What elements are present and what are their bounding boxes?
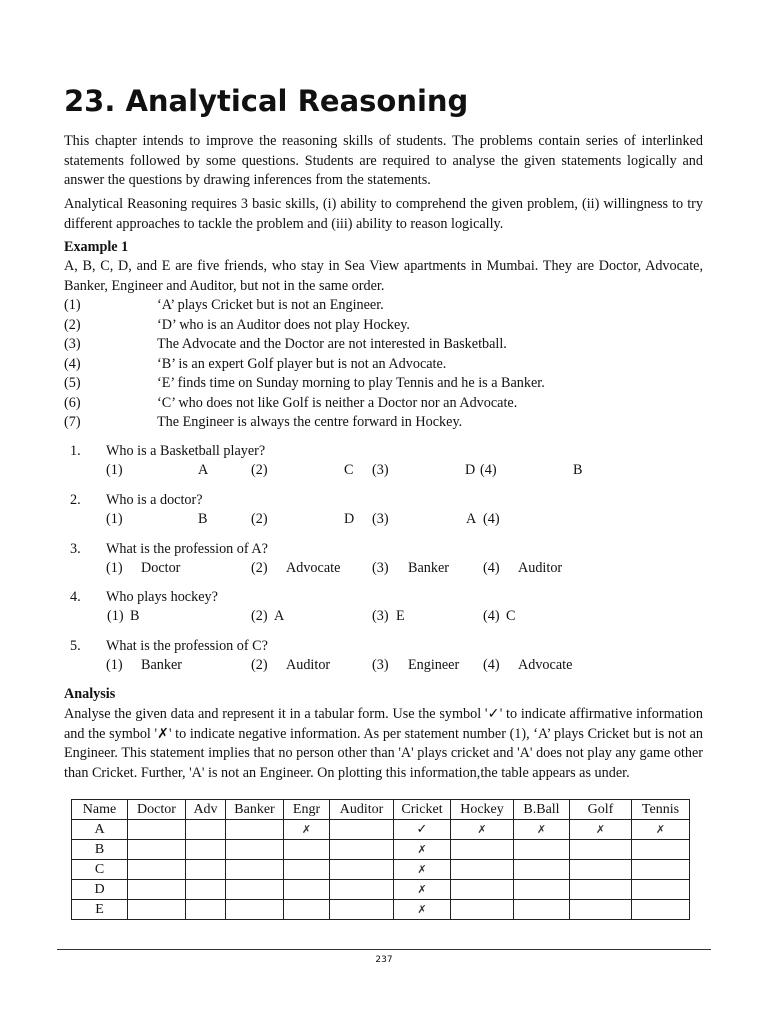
option-number: (2) <box>251 511 268 527</box>
option-value: D <box>344 511 355 527</box>
table-header-cell: Cricket <box>394 800 451 820</box>
table-cell <box>451 880 514 900</box>
table-cell <box>226 880 284 900</box>
option-value: Banker <box>141 657 182 673</box>
table-cell <box>128 820 186 840</box>
table-row-name: B <box>72 840 128 860</box>
table-body <box>72 820 690 920</box>
option-value: Advocate <box>518 657 573 673</box>
question-text: Who is a doctor? <box>106 492 203 508</box>
option-number: (4) <box>483 657 500 673</box>
table-cell <box>284 880 330 900</box>
table-cell <box>186 880 226 900</box>
table-cell <box>284 860 330 880</box>
statement-number: (5) <box>64 375 81 391</box>
statement-text: The Advocate and the Doctor are not interested in Basketball. <box>157 336 507 352</box>
table-cell <box>330 880 394 900</box>
intro-paragraph-1: This chapter intends to improve the reasoning skills of students. The problems contain series of interlinked statements followed by some questions. Students are required to analyse the given statements logically and answer the questions by drawing inferences from the statements. <box>64 133 703 188</box>
table-row-name: D <box>72 880 128 900</box>
table-cell <box>632 900 690 920</box>
statement-text: ‘E’ finds time on Sunday morning to play Tennis and he is a Banker. <box>157 375 545 391</box>
table-cell <box>570 900 632 920</box>
table-row <box>72 860 690 880</box>
page-title: 23. Analytical Reasoning <box>64 84 469 118</box>
table-cell <box>632 860 690 880</box>
option-number: (2) <box>251 657 268 673</box>
question-number: 1. <box>70 443 81 459</box>
table-cell <box>128 880 186 900</box>
table-cell <box>186 820 226 840</box>
analysis-text: Analyse the given data and represent it in a tabular form. Use the symbol '✓' to indicate affirmative information and the symbol '✗' to indicate negative information. As per statement number (1), ‘A’ plays Cricket but is not an Engineer. This statement implies that no person other than 'A' plays cricket and 'A' does not play any game other than Cricket. Further, 'A' is not an Engineer. On plotting this information,the table appears as under. <box>64 706 703 781</box>
table-header-cell: Hockey <box>451 800 514 820</box>
option-number: (2) <box>251 560 268 576</box>
table-cell <box>514 900 570 920</box>
question-text: Who is a Basketball player? <box>106 443 266 459</box>
statement-text: ‘D’ who is an Auditor does not play Hockey. <box>157 316 410 333</box>
option-value: Advocate <box>286 560 341 576</box>
table-row-name: A <box>72 820 128 840</box>
table-cell <box>284 840 330 860</box>
table-cell <box>128 840 186 860</box>
table-cell <box>570 880 632 900</box>
statement-text: ‘A’ plays Cricket but is not an Engineer. <box>157 297 384 313</box>
table-cell <box>330 900 394 920</box>
table-cell: ✗ <box>394 900 451 920</box>
table-header-cell: Doctor <box>128 800 186 820</box>
intro-paragraph-2: Analytical Reasoning requires 3 basic skills, (i) ability to comprehend the given problem, (ii) willingness to try different approaches to tackle the problem and (iii) ability to reason logically. <box>64 196 703 232</box>
table-cell: ✗ <box>514 820 570 840</box>
option-value: Auditor <box>518 560 563 576</box>
analysis-table <box>71 799 690 920</box>
table-cell: ✗ <box>570 820 632 840</box>
table-cell <box>186 840 226 860</box>
question-number: 4. <box>70 589 81 605</box>
table-row <box>72 840 690 860</box>
option-number: (4) <box>483 608 500 624</box>
option-number: (1) <box>106 657 123 673</box>
table-cell <box>514 860 570 880</box>
option-value: Doctor <box>141 560 181 576</box>
table-header-cell: Golf <box>570 800 632 820</box>
table-cell <box>128 900 186 920</box>
table-cell <box>451 860 514 880</box>
statement-text: The Engineer is always the centre forward in Hockey. <box>157 414 463 430</box>
table-header-row <box>72 800 690 820</box>
table-cell <box>330 860 394 880</box>
option-number: (3) <box>372 511 389 527</box>
option-number: (3) <box>372 608 389 624</box>
table-cell: ✗ <box>632 820 690 840</box>
statement-number: (6) <box>64 394 81 411</box>
table-header-cell: Name <box>72 800 128 820</box>
table-cell <box>226 900 284 920</box>
option-value: B <box>573 462 583 478</box>
option-value: C <box>506 608 516 624</box>
statement-number: (1) <box>64 297 81 313</box>
table-header-cell: Adv <box>186 800 226 820</box>
table-cell <box>570 840 632 860</box>
question-text: What is the profession of A? <box>106 541 268 557</box>
table-cell: ✗ <box>394 840 451 860</box>
table-header-cell: Tennis <box>632 800 690 820</box>
table-cell <box>632 880 690 900</box>
option-value: B <box>130 608 140 624</box>
option-value: D <box>465 462 476 478</box>
table-header-cell: Engr <box>284 800 330 820</box>
page-number: 237 <box>375 955 393 965</box>
footer-rule <box>57 949 711 950</box>
option-value: A <box>274 608 285 624</box>
option-number: (1) <box>107 608 124 624</box>
table-row <box>72 820 690 840</box>
statement-number: (7) <box>64 414 81 430</box>
question-text: Who plays hockey? <box>106 589 218 605</box>
table-cell <box>330 840 394 860</box>
statement-number: (3) <box>64 336 81 352</box>
option-value: Banker <box>408 560 449 576</box>
option-number: (1) <box>106 462 123 478</box>
table-cell <box>226 840 284 860</box>
option-value: Auditor <box>286 657 331 673</box>
table-cell: ✗ <box>284 820 330 840</box>
table-cell: ✗ <box>394 880 451 900</box>
table-header-cell: Auditor <box>330 800 394 820</box>
question-number: 5. <box>70 638 81 654</box>
table-cell <box>186 860 226 880</box>
option-number: (1) <box>106 511 123 527</box>
table-header-cell: B.Ball <box>514 800 570 820</box>
table-cell: ✗ <box>394 860 451 880</box>
analysis-heading: Analysis <box>64 686 116 702</box>
option-number: (1) <box>106 560 123 576</box>
table-row-name: E <box>72 900 128 920</box>
statement-number: (4) <box>64 355 81 372</box>
statement-number: (2) <box>64 316 81 333</box>
table-row <box>72 880 690 900</box>
table-row-name: C <box>72 860 128 880</box>
option-value: A <box>466 511 477 527</box>
example-setup: A, B, C, D, and E are five friends, who stay in Sea View apartments in Mumbai. They are Doctor, Advocate, Banker, Engineer and Auditor, but not in the same order. <box>64 258 703 294</box>
question-text: What is the profession of C? <box>106 638 268 654</box>
option-number: (3) <box>372 462 389 478</box>
table-cell <box>226 860 284 880</box>
table-cell: ✓ <box>394 820 451 840</box>
statement-text: ‘B’ is an expert Golf player but is not an Advocate. <box>157 355 447 372</box>
table-cell: ✗ <box>451 820 514 840</box>
option-value: Engineer <box>408 657 460 673</box>
table-cell <box>284 900 330 920</box>
example-heading: Example 1 <box>64 239 129 255</box>
question-number: 2. <box>70 492 81 508</box>
option-value: A <box>198 462 209 478</box>
table-cell <box>128 860 186 880</box>
table-cell <box>632 840 690 860</box>
option-number: (4) <box>483 511 500 527</box>
table-row <box>72 900 690 920</box>
question-number: 3. <box>70 541 81 557</box>
table-cell <box>330 820 394 840</box>
table-header-cell: Banker <box>226 800 284 820</box>
option-number: (3) <box>372 560 389 576</box>
option-number: (4) <box>483 560 500 576</box>
option-value: B <box>198 511 208 527</box>
option-number: (3) <box>372 657 389 673</box>
option-number: (4) <box>480 462 497 478</box>
option-number: (2) <box>251 608 268 624</box>
table-cell <box>570 860 632 880</box>
option-value: E <box>396 608 405 624</box>
option-number: (2) <box>251 462 268 478</box>
statement-text: ‘C’ who does not like Golf is neither a Doctor nor an Advocate. <box>157 394 518 411</box>
table-cell <box>514 840 570 860</box>
table-cell <box>451 840 514 860</box>
table-cell <box>226 820 284 840</box>
table-cell <box>514 880 570 900</box>
table-cell <box>451 900 514 920</box>
option-value: C <box>344 462 354 478</box>
table-cell <box>186 900 226 920</box>
